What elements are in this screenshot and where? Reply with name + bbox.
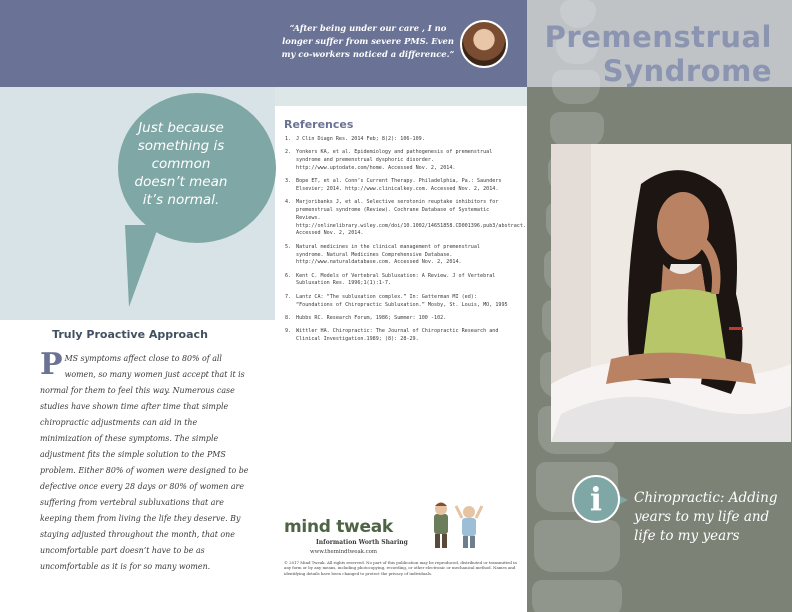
reference-number: 1. xyxy=(285,136,292,142)
references-list xyxy=(285,136,527,349)
copyright-notice: © 2017 Mind Tweak. All rights reserved. No part of this publication may be reproduced, distributed or transmitted in any form or by any means, including photocopying, recording, or other electronic or mechanical method. Names and identifying details have been changed to protect the privacy of individuals. xyxy=(284,560,517,576)
speech-bubble-tail xyxy=(125,225,159,307)
section-heading: Truly Proactive Approach xyxy=(52,328,208,341)
references-heading: References xyxy=(284,118,354,131)
speech-bubble-text: Just because something is common doesn’t mean it’s normal. xyxy=(134,120,228,208)
reference-number: 7. xyxy=(285,293,292,300)
reference-number: 4. xyxy=(285,199,292,206)
reference-text: Natural medicines in the clinical management of premenstrual syndrome. Natural Medicines Comprehensive Database. http://www.naturaldatabase.com. Accessed Nov. 2, 2014. xyxy=(296,243,481,266)
reference-item xyxy=(285,178,509,194)
reference-text: Lantz CA: “The subluxation complex.” In: Gatterman MI (ed): “Foundations of Chiropractic Subluxation.” Mosby, St. Louis, MO, 1995 xyxy=(296,293,508,308)
info-icon: i xyxy=(572,475,620,523)
website-url[interactable]: www.themindtweak.com xyxy=(310,549,378,555)
testimonial-quote: “After being under our care , I no longer suffer from severe PMS. Even my co-workers noticed a difference.” xyxy=(281,23,455,59)
reference-text: Hubbs RC. Research Forum, 1986; Summer: 100 -102. xyxy=(296,314,447,321)
testimonial-avatar xyxy=(460,20,508,68)
chiropractic-tagline: Chiropractic: Adding years to my life and life to my years xyxy=(634,490,778,544)
mascot-illustration-icon xyxy=(426,500,488,550)
reference-item xyxy=(285,294,509,310)
reference-text: Marjoribanks J, et al. Selective serotonin reuptake inhibitors for premenstrual syndrome (Review). Cochrane Database of Systematic Reviews. http://onlinelibrary.wiley.com/doi/10.1002/14651858.CD001396.pub3/abstract. Accessed Nov. 2, 2014. xyxy=(296,199,527,237)
reference-number: 9. xyxy=(285,328,292,335)
body-paragraph-text: MS symptoms affect close to 80% of all women, so many women just accept that it is normal for them to feel this way. Numerous case studies have shown time after time that simple chiropractic adjustments can aid in the minimization of these symptoms. The simple adjustment fits the simple solution to the PMS problem. Either 80% of women were designed to be defective once every 28 days or 80% of women are suffering from vertebral subluxations that are keeping them from living the life they deserve. By staying adjusted throughout the month, that one uncomfortable part doesn’t have to be as uncomfortable as it is for so many women. xyxy=(40,354,249,571)
reference-item xyxy=(285,136,509,144)
drop-cap: P xyxy=(40,347,63,382)
reference-item xyxy=(285,273,509,289)
reference-number: 2. xyxy=(285,149,292,156)
reference-text: J Clin Diagn Res. 2014 Feb; 8(2): 106-109. xyxy=(296,136,425,142)
reference-text: Yonkers KA, et al. Epidemiology and pathogenesis of premenstrual syndrome and premenstrual dysphoric disorder. http://www.uptodate.com/home. Accessed Nov. 2, 2014. xyxy=(296,149,493,171)
reference-item xyxy=(285,149,509,172)
reference-item xyxy=(285,244,509,267)
reference-number: 8. xyxy=(285,314,292,321)
logo-tagline: Information Worth Sharing xyxy=(316,539,408,546)
mind-tweak-logo: mind tweak xyxy=(284,517,393,537)
reference-text: Wittler HA. Chiropractic: The Journal of Chiropractic Research and Clinical Investigation.1989; (8): 28-29. xyxy=(296,328,499,342)
reference-item xyxy=(285,199,527,238)
reference-number: 3. xyxy=(285,178,292,185)
woman-photo-illustration xyxy=(551,144,791,442)
reference-text: Bope ET, et al. Conn’s Current Therapy. Philadelphia, Pa.: Saunders Elsevier; 2014. http://www.clinicalkey.com. Accessed Nov. 2, 2014. xyxy=(296,178,502,192)
page-title xyxy=(540,20,772,88)
title-line-1: Premenstrual xyxy=(544,20,772,54)
woman-photo xyxy=(551,144,791,442)
reference-item xyxy=(285,315,509,323)
title-line-2: Syndrome xyxy=(602,54,772,88)
reference-number: 5. xyxy=(285,243,292,250)
body-paragraph xyxy=(40,347,250,575)
reference-text: Kent C. Models of Vertebral Subluxation: A Review. J of Vertebral Subluxation Res. 1996;1(1):1-7. xyxy=(296,272,496,287)
reference-item xyxy=(285,328,509,344)
reference-number: 6. xyxy=(285,272,292,279)
